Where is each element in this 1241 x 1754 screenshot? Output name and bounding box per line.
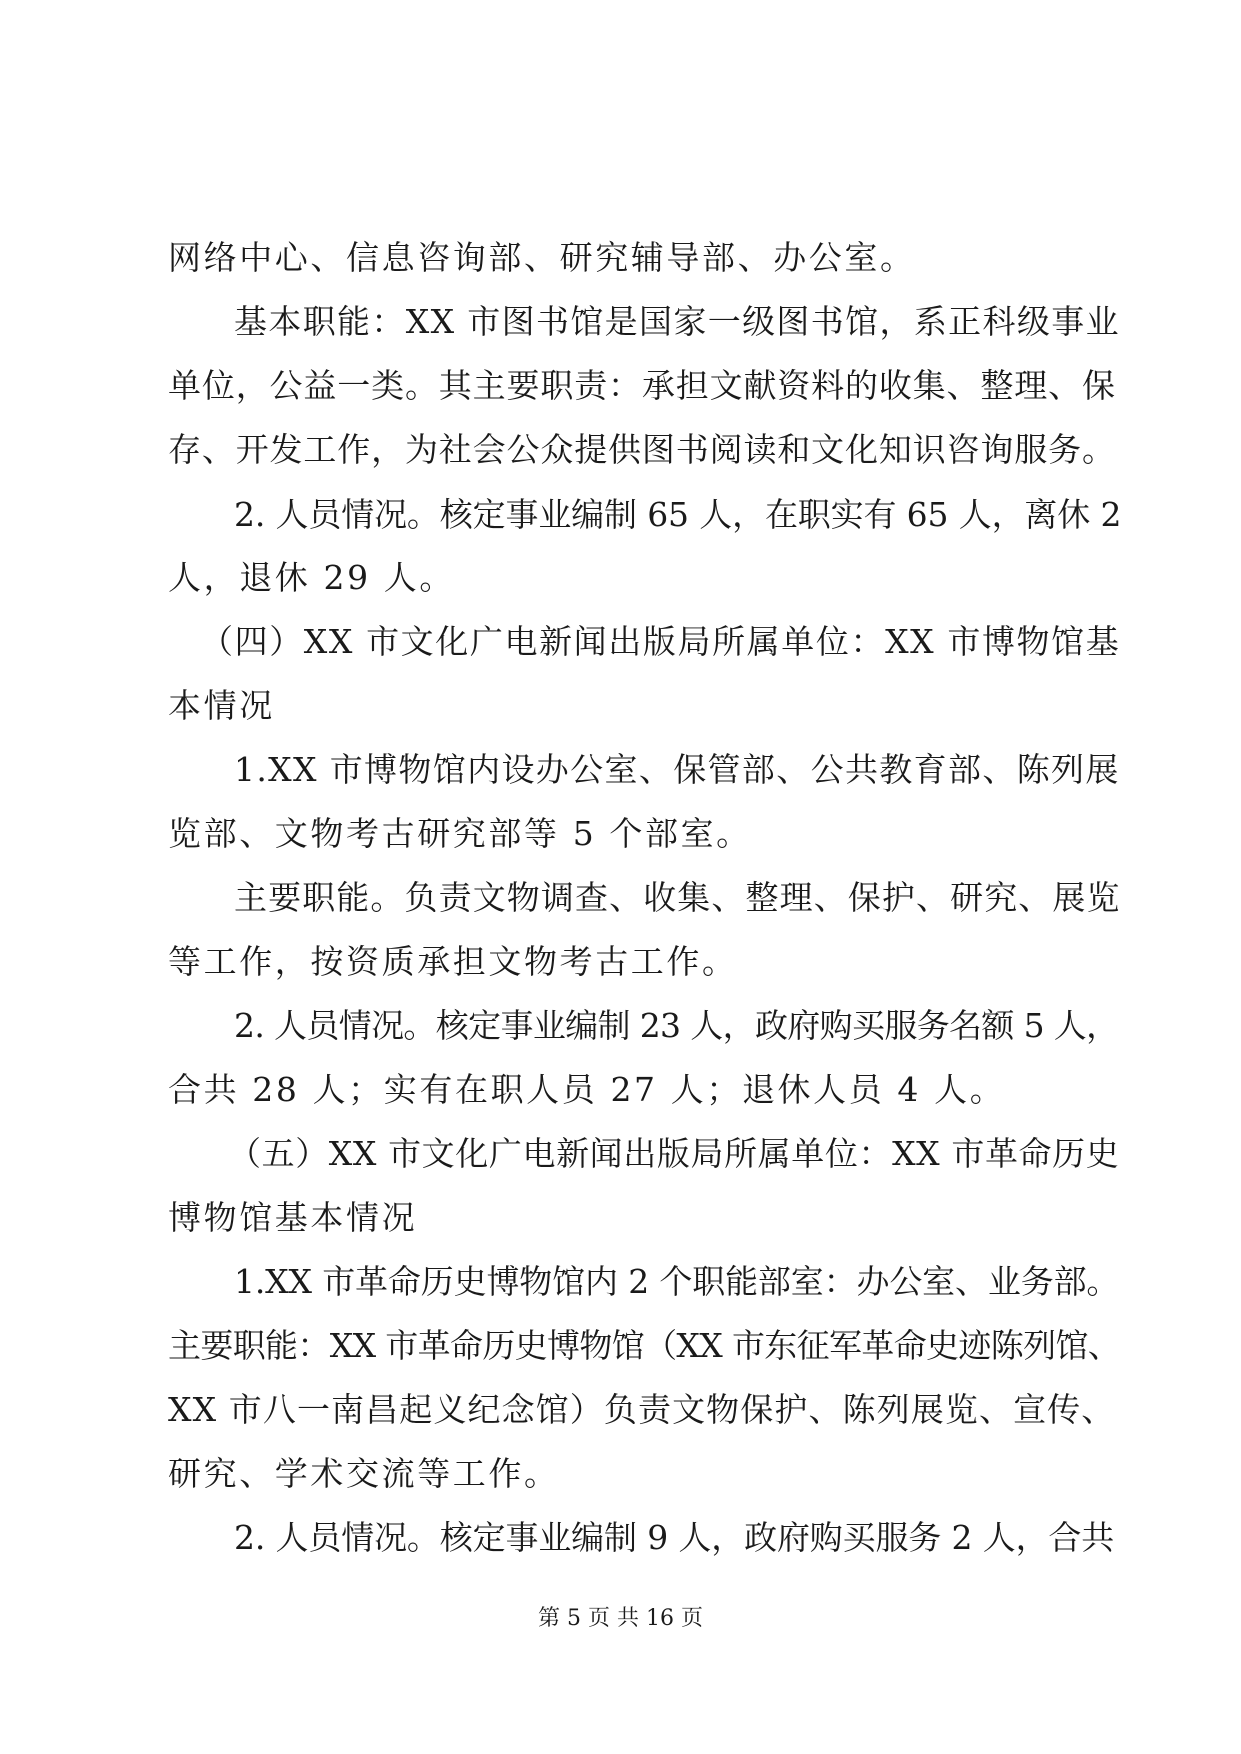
- text-line: 基本职能：XX 市图书馆是国家一级图书馆，系正科级事业: [234, 302, 1120, 341]
- text-line: 1.XX 市博物馆内设办公室、保管部、公共教育部、陈列展: [234, 750, 1120, 789]
- text-line: 2. 人员情况。核定事业编制 65 人，在职实有 65 人，离休 2: [234, 495, 1122, 534]
- text-line: 网络中心、信息咨询部、研究辅导部、办公室。: [168, 238, 916, 277]
- text-line: 主要职能：XX 市革命历史博物馆（XX 市东征军革命史迹陈列馆、: [168, 1326, 1121, 1365]
- page-footer: 第 5 页 共 16 页: [538, 1606, 703, 1631]
- text-line: 等工作，按资质承担文物考古工作。: [168, 942, 738, 981]
- text-line: 博物馆基本情况: [168, 1198, 418, 1237]
- text-line: 2. 人员情况。核定事业编制 9 人，政府购买服务 2 人，合共: [234, 1518, 1115, 1557]
- text-line: 人，退休 29 人。: [168, 558, 455, 597]
- text-line: 1.XX 市革命历史博物馆内 2 个职能部室：办公室、业务部。: [234, 1262, 1120, 1301]
- text-line: （四）XX 市文化广电新闻出版局所属单位：XX 市博物馆基: [200, 622, 1121, 661]
- text-line: 本情况: [168, 686, 275, 725]
- text-line: 览部、文物考古研究部等 5 个部室。: [168, 814, 752, 853]
- text-line: XX 市八一南昌起义纪念馆）负责文物保护、陈列展览、宣传、: [168, 1390, 1116, 1429]
- text-line: 2. 人员情况。核定事业编制 23 人，政府购买服务名额 5 人，: [234, 1006, 1119, 1045]
- text-line: 存、开发工作，为社会公众提供图书阅读和文化知识咨询服务。: [168, 430, 1116, 469]
- text-line: 合共 28 人；实有在职人员 27 人；退休人员 4 人。: [168, 1070, 1006, 1109]
- text-line: 研究、学术交流等工作。: [168, 1454, 560, 1493]
- text-line: （五）XX 市文化广电新闻出版局所属单位：XX 市革命历史: [228, 1134, 1120, 1173]
- text-line: 主要职能。负责文物调查、收集、整理、保护、研究、展览: [234, 878, 1121, 917]
- text-line: 单位，公益一类。其主要职责：承担文献资料的收集、整理、保: [168, 366, 1116, 405]
